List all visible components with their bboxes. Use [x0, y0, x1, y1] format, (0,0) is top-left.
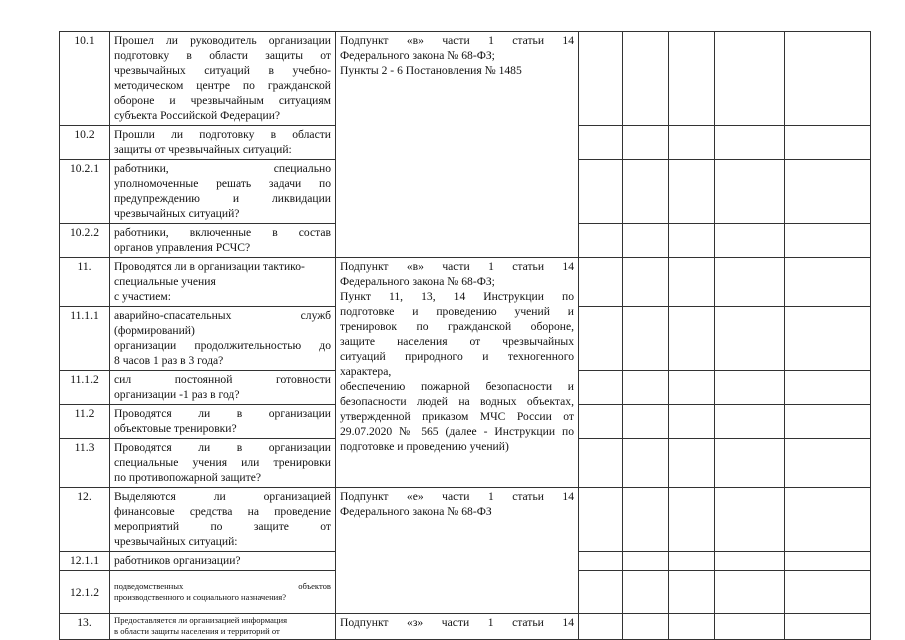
answer-cell[interactable] [623, 405, 669, 439]
basis-line: Подпункт «в» части 1 статьи 14 [340, 260, 574, 273]
checklist-table [59, 31, 871, 640]
question-line: организации -1 раз в год? [114, 388, 240, 401]
question-line: подготовку в области защиты от [114, 49, 331, 62]
item-number: 12.1.2 [60, 571, 110, 614]
question-cell [110, 307, 336, 371]
answer-cell[interactable] [669, 160, 715, 224]
question-line: предупреждению и ликвидации [114, 192, 331, 205]
question-line: специальные учения [114, 275, 216, 288]
question-cell [110, 439, 336, 488]
answer-cell[interactable] [785, 405, 871, 439]
answer-cell[interactable] [579, 405, 623, 439]
question-line: Прошел ли руководитель организации [114, 34, 331, 47]
question-line: работников организации? [114, 554, 241, 567]
question-cell [110, 126, 336, 160]
question-line: мероприятий по защите от [114, 520, 331, 533]
answer-cell[interactable] [715, 258, 785, 307]
question-line: объектовые тренировки? [114, 422, 237, 435]
question-line: органов управления РСЧС? [114, 241, 251, 254]
table-row [60, 614, 871, 640]
answer-cell[interactable] [669, 439, 715, 488]
answer-cell[interactable] [579, 439, 623, 488]
answer-cell[interactable] [715, 405, 785, 439]
legal-basis-cell [336, 614, 579, 640]
basis-line: тренировок по гражданской обороне, [340, 320, 574, 333]
answer-cell[interactable] [579, 488, 623, 552]
question-line: финансовые средства на проведение [114, 505, 331, 518]
question-line: уполномоченные решать задачи по [114, 177, 331, 190]
answer-cell[interactable] [785, 32, 871, 126]
question-line: по противопожарной защите? [114, 471, 261, 484]
answer-cell[interactable] [785, 258, 871, 307]
basis-line: обеспечению пожарной безопасности и [340, 380, 574, 393]
question-cell [110, 571, 336, 614]
question-line: Выделяются ли организацией [114, 490, 331, 503]
answer-cell[interactable] [623, 160, 669, 224]
question-line: Предоставляется ли организацией информация [114, 615, 288, 625]
answer-cell[interactable] [623, 439, 669, 488]
basis-line: Федерального закона № 68-ФЗ; [340, 49, 495, 62]
answer-cell[interactable] [785, 614, 871, 640]
question-line: работники, специально [114, 162, 331, 175]
answer-cell[interactable] [623, 307, 669, 371]
question-cell [110, 614, 336, 640]
basis-line: подготовке и проведению учений) [340, 440, 509, 453]
item-number: 10.1 [60, 32, 110, 126]
answer-cell[interactable] [623, 614, 669, 640]
item-number: 10.2.2 [60, 224, 110, 258]
answer-cell[interactable] [669, 126, 715, 160]
answer-cell[interactable] [669, 307, 715, 371]
question-line: подведомственных объектов [114, 580, 331, 591]
table-row [60, 258, 871, 307]
basis-line: Федерального закона № 68-ФЗ; [340, 275, 495, 288]
answer-cell[interactable] [669, 488, 715, 552]
item-number: 13. [60, 614, 110, 640]
question-line: чрезвычайных ситуаций? [114, 207, 240, 220]
answer-cell[interactable] [579, 126, 623, 160]
basis-line: Подпункт «в» части 1 статьи 14 [340, 34, 574, 47]
basis-line: характера, [340, 365, 392, 378]
answer-cell[interactable] [785, 439, 871, 488]
question-line: сил постоянной готовности [114, 373, 331, 386]
answer-cell[interactable] [579, 571, 623, 614]
answer-cell[interactable] [715, 439, 785, 488]
question-cell [110, 224, 336, 258]
question-cell [110, 160, 336, 224]
question-line: субъекта Российской Федерации? [114, 109, 281, 122]
item-number: 11.1.2 [60, 371, 110, 405]
item-number: 11.2 [60, 405, 110, 439]
question-cell [110, 405, 336, 439]
basis-line: ситуаций природного и техногенного [340, 350, 574, 363]
answer-cell[interactable] [715, 160, 785, 224]
answer-cell[interactable] [669, 405, 715, 439]
answer-cell[interactable] [623, 488, 669, 552]
legal-basis-cell [336, 488, 579, 614]
question-line: производственного и социального назначения? [114, 591, 287, 602]
question-line: (формирований) [114, 324, 195, 337]
question-line: чрезвычайных ситуаций в учебно- [114, 64, 331, 77]
basis-line: подготовке и проведению учений и [340, 305, 574, 318]
item-number: 12. [60, 488, 110, 552]
question-line: Проводятся ли в организации [114, 407, 331, 420]
question-line: методическом центре по гражданской [114, 79, 331, 92]
answer-cell[interactable] [623, 126, 669, 160]
answer-cell[interactable] [785, 552, 871, 571]
basis-line: Федерального закона № 68-ФЗ [340, 505, 492, 518]
answer-cell[interactable] [579, 552, 623, 571]
answer-cell[interactable] [623, 32, 669, 126]
checklist-table-wrapper [59, 31, 871, 640]
answer-cell[interactable] [715, 126, 785, 160]
answer-cell[interactable] [579, 307, 623, 371]
question-line: Проводятся ли в организации тактико- [114, 260, 305, 273]
answer-cell[interactable] [579, 258, 623, 307]
basis-line: 29.07.2020 № 565 (далее - Инструкции по [340, 425, 574, 438]
answer-cell[interactable] [669, 224, 715, 258]
answer-cell[interactable] [669, 371, 715, 405]
answer-cell[interactable] [623, 552, 669, 571]
basis-line: Подпункт «з» части 1 статьи 14 [340, 616, 574, 629]
answer-cell[interactable] [669, 552, 715, 571]
answer-cell[interactable] [785, 307, 871, 371]
question-cell [110, 32, 336, 126]
question-line: Прошли ли подготовку в области [114, 128, 331, 141]
answer-cell[interactable] [579, 224, 623, 258]
answer-cell[interactable] [715, 224, 785, 258]
question-line: организации продолжительностью до [114, 339, 331, 352]
question-line: работники, включенные в состав [114, 226, 331, 239]
answer-cell[interactable] [623, 258, 669, 307]
table-row [60, 32, 871, 126]
item-number: 11.3 [60, 439, 110, 488]
answer-cell[interactable] [715, 571, 785, 614]
item-number: 11.1.1 [60, 307, 110, 371]
item-number: 10.2.1 [60, 160, 110, 224]
item-number: 10.2 [60, 126, 110, 160]
question-line: с участием: [114, 290, 171, 303]
answer-cell[interactable] [669, 571, 715, 614]
question-cell [110, 488, 336, 552]
question-cell [110, 371, 336, 405]
answer-cell[interactable] [715, 307, 785, 371]
question-cell [110, 552, 336, 571]
answer-cell[interactable] [785, 571, 871, 614]
basis-line: Пункт 11, 13, 14 Инструкции по [340, 290, 574, 303]
question-line: Проводятся ли в организации [114, 441, 331, 454]
basis-line: Подпункт «е» части 1 статьи 14 [340, 490, 574, 503]
item-number: 11. [60, 258, 110, 307]
answer-cell[interactable] [579, 160, 623, 224]
basis-line: защите населения от чрезвычайных [340, 335, 574, 348]
answer-cell[interactable] [785, 371, 871, 405]
question-line: чрезвычайных ситуаций: [114, 535, 238, 548]
answer-cell[interactable] [669, 614, 715, 640]
answer-cell[interactable] [623, 224, 669, 258]
answer-cell[interactable] [579, 371, 623, 405]
answer-cell[interactable] [715, 552, 785, 571]
answer-cell[interactable] [669, 32, 715, 126]
answer-cell[interactable] [623, 371, 669, 405]
question-line: специальные учения или тренировки [114, 456, 331, 469]
answer-cell[interactable] [579, 614, 623, 640]
question-line: защиты от чрезвычайных ситуаций: [114, 143, 292, 156]
question-cell [110, 258, 336, 307]
basis-line: Пункты 2 - 6 Постановления № 1485 [340, 64, 522, 77]
answer-cell[interactable] [579, 32, 623, 126]
answer-cell[interactable] [785, 224, 871, 258]
legal-basis-cell [336, 258, 579, 488]
table-row [60, 488, 871, 552]
answer-cell[interactable] [715, 488, 785, 552]
answer-cell[interactable] [623, 571, 669, 614]
answer-cell[interactable] [715, 614, 785, 640]
answer-cell[interactable] [715, 371, 785, 405]
answer-cell[interactable] [715, 32, 785, 126]
answer-cell[interactable] [785, 160, 871, 224]
question-line: обороне и чрезвычайным ситуациям [114, 94, 331, 107]
question-line: в области защиты населения и территорий от [114, 626, 280, 636]
basis-line: утвержденной приказом МЧС России от [340, 410, 574, 423]
question-line: аварийно-спасательных служб [114, 309, 331, 322]
question-line: 8 часов 1 раз в 3 года? [114, 354, 224, 367]
answer-cell[interactable] [785, 488, 871, 552]
legal-basis-cell [336, 32, 579, 258]
answer-cell[interactable] [785, 126, 871, 160]
item-number: 12.1.1 [60, 552, 110, 571]
basis-line: безопасности людей на водных объектах, [340, 395, 574, 408]
answer-cell[interactable] [669, 258, 715, 307]
